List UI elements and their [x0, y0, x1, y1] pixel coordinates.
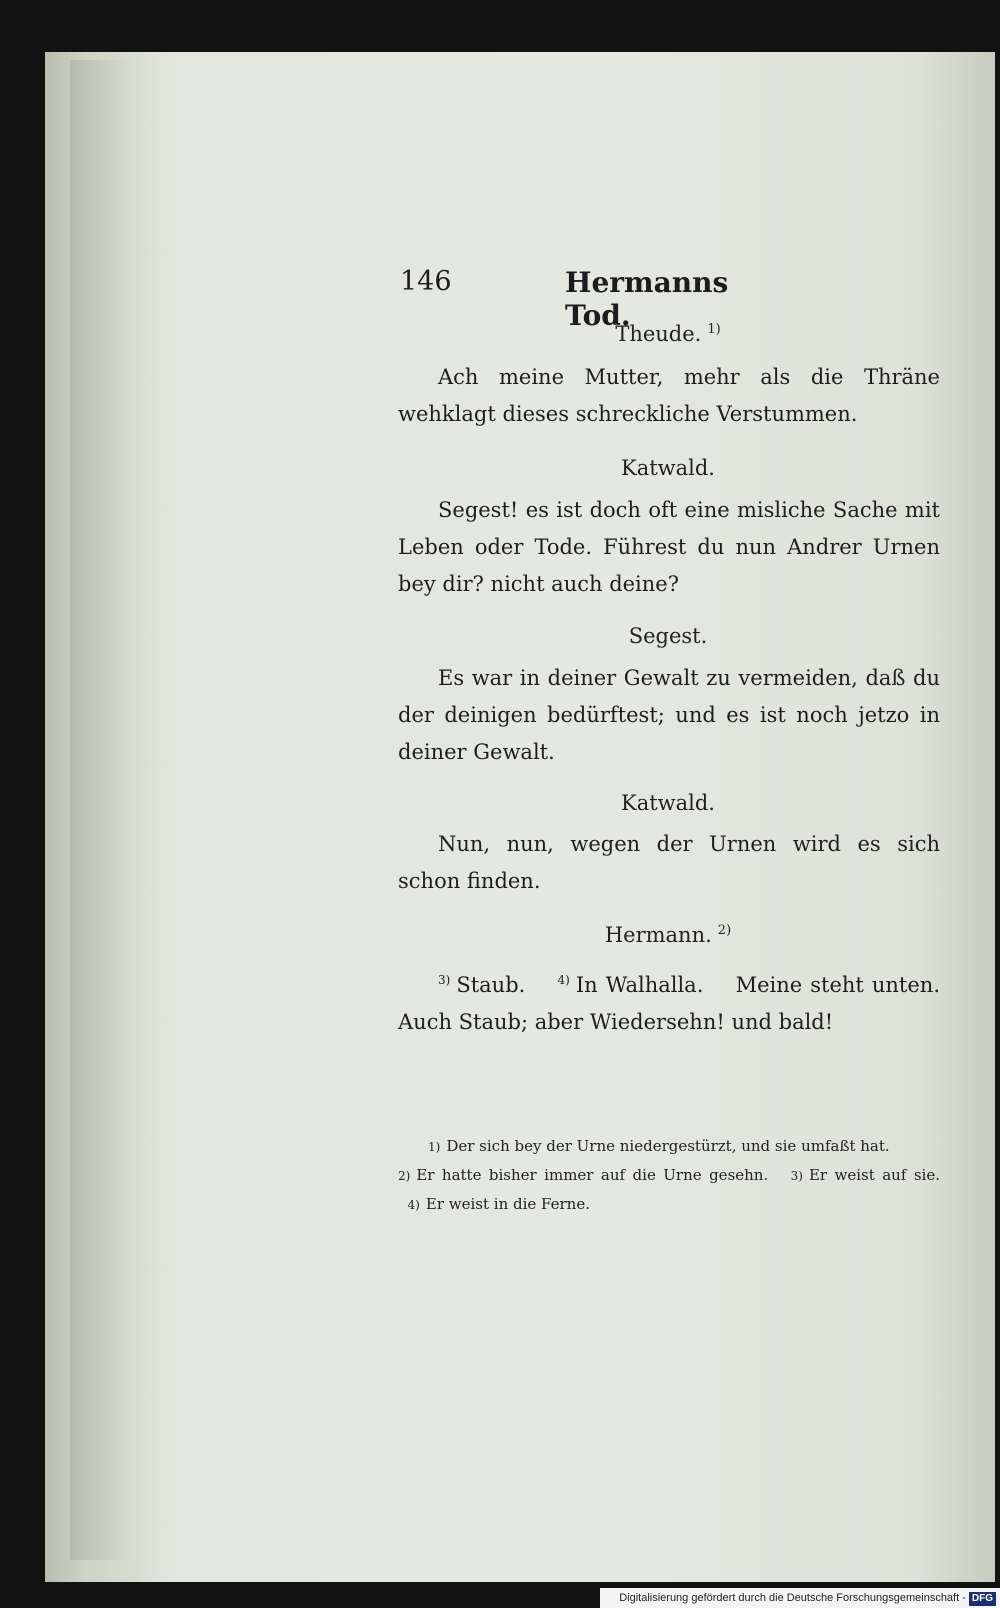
- credit-text: Digitalisierung gefördert durch die Deutsche Forschungsgemeinschaft -: [619, 1592, 966, 1604]
- dialogue-paragraph: Ach meine Mutter, mehr als die Thräne wehklagt dieses schreckliche Verstummen.: [398, 365, 940, 426]
- speaker-name: Katwald.: [621, 791, 715, 815]
- footnote-ref: 2): [717, 923, 732, 938]
- speaker-heading: [398, 791, 938, 815]
- footnote-line: [398, 1161, 940, 1219]
- dialogue-text: Staub.: [456, 973, 526, 997]
- digitization-credit: [600, 1588, 1000, 1608]
- footnote-mark: 3): [790, 1169, 803, 1183]
- footnote-ref: 3): [438, 973, 451, 987]
- page-header: [400, 266, 770, 332]
- footnote-mark: 1): [428, 1140, 441, 1154]
- running-title: Hermanns Tod.: [565, 266, 729, 332]
- dialogue-paragraph: [398, 962, 940, 1041]
- dfg-logo: DFG: [969, 1592, 996, 1606]
- speaker-name: Katwald.: [621, 456, 715, 480]
- speaker-heading: [398, 624, 938, 648]
- dialogue-paragraph: Nun, nun, wegen der Urnen wird es sich schon finden.: [398, 832, 940, 893]
- footnote-text: Der sich bey der Urne niedergestürzt, und sie umfaßt hat.: [446, 1137, 890, 1155]
- speaker-heading: [398, 456, 938, 480]
- speaker-heading: [398, 923, 938, 947]
- footnote-mark: 4): [407, 1198, 420, 1212]
- footnote-ref: 4): [557, 973, 570, 987]
- footnote-text: Er hatte bisher immer auf die Urne gesehn.: [416, 1166, 769, 1184]
- footnote-mark: 2): [398, 1169, 411, 1183]
- footnote-text: Er weist in die Ferne.: [425, 1195, 590, 1213]
- page-shadow: [70, 60, 130, 1560]
- page-number: 146: [400, 266, 452, 297]
- footnote-line: [398, 1132, 940, 1161]
- footnote-ref: 1): [707, 322, 721, 337]
- dialogue-text: In Walhalla.: [575, 973, 704, 997]
- speaker-name: Hermann.: [604, 923, 712, 947]
- footnotes: [398, 1132, 940, 1219]
- dialogue-paragraph: Segest! es ist doch oft eine misliche Sache mit Leben oder Tode. Führest du nun Andrer Urnen bey dir? nicht auch deine?: [398, 498, 940, 596]
- speaker-name: Segest.: [628, 624, 708, 648]
- footnote-text: Er weist auf sie.: [808, 1166, 940, 1184]
- speaker-name: Theude.: [615, 322, 702, 346]
- speaker-heading: [398, 322, 938, 346]
- dialogue-paragraph: Es war in deiner Gewalt zu vermeiden, daß du der deinigen bedürftest; und es ist noch jetzo in deiner Gewalt.: [398, 666, 940, 764]
- dialogue-text: Meine steht unten. Auch Staub; aber Wiedersehn! und bald!: [398, 973, 940, 1034]
